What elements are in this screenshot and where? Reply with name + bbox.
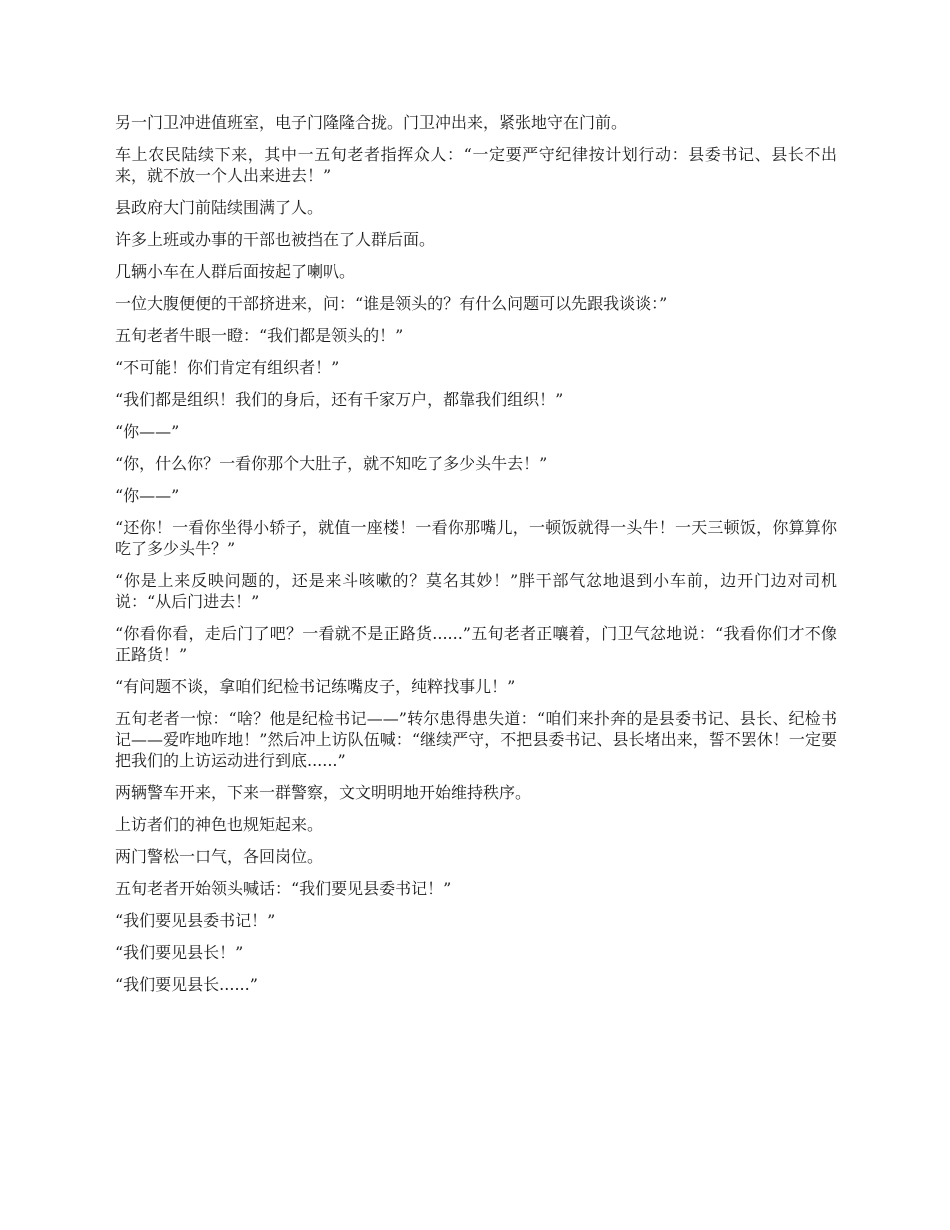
- paragraph: 几辆小车在人群后面按起了喇叭。: [115, 262, 356, 281]
- paragraph: 一位大腹便便的干部挤进来，问：“谁是领头的？有什么问题可以先跟我谈谈：”: [115, 294, 668, 313]
- paragraph: 两辆警车开来，下来一群警察，文文明明地开始维持秩序。: [115, 783, 532, 802]
- paragraph: “你看你看，走后门了吧？一看就不是正路货......”五旬老者正嚷着，门卫气忿地说：“我看你们才不像正路货！”: [115, 624, 837, 664]
- document-body: [115, 112, 837, 1006]
- paragraph: 车上农民陆续下来，其中一五旬老者指挥众人：“一定要严守纪律按计划行动：县委书记、县长不出来，就不放一个人出来进去！”: [115, 145, 837, 185]
- paragraph: “你是上来反映问题的，还是来斗咳嗽的？莫名其妙！”胖干部气忿地退到小车前，边开门边对司机说：“从后门进去！”: [115, 571, 837, 611]
- paragraph: 许多上班或办事的干部也被挡在了人群后面。: [115, 230, 436, 249]
- paragraph: 五旬老者开始领头喊话：“我们要见县委书记！”: [115, 879, 452, 898]
- paragraph: “有问题不谈，拿咱们纪检书记练嘴皮子，纯粹找事儿！”: [115, 677, 516, 696]
- paragraph: “我们要见县长......”: [115, 975, 258, 994]
- paragraph: “你——”: [115, 422, 180, 441]
- paragraph: 五旬老者一惊：“啥？他是纪检书记——”转尔患得患失道：“咱们来扑奔的是县委书记、县长、纪检书记——爱咋地咋地！”然后冲上访队伍喊：“继续严守，不把县委书记、县长堵出来，誓不罢休！一定要把我们的上访运动进行到底......”: [115, 709, 837, 770]
- paragraph: 上访者们的神色也规矩起来。: [115, 815, 324, 834]
- paragraph: 两门警松一口气，各回岗位。: [115, 847, 324, 866]
- paragraph: 五旬老者牛眼一瞪：“我们都是领头的！”: [115, 326, 404, 345]
- paragraph: “你——”: [115, 486, 180, 505]
- paragraph: “还你！一看你坐得小轿子，就值一座楼！一看你那嘴儿，一顿饭就得一头牛！一天三顿饭，你算算你吃了多少头牛？”: [115, 518, 837, 558]
- paragraph: 县政府大门前陆续围满了人。: [115, 198, 324, 217]
- paragraph: “你，什么你？一看你那个大肚子，就不知吃了多少头牛去！”: [115, 454, 548, 473]
- paragraph: “不可能！你们肯定有组织者！”: [115, 358, 340, 377]
- paragraph: “我们要见县委书记！”: [115, 911, 276, 930]
- paragraph: “我们都是组织！我们的身后，还有千家万户，都靠我们组织！”: [115, 390, 564, 409]
- paragraph: 另一门卫冲进值班室，电子门隆隆合拢。门卫冲出来，紧张地守在门前。: [115, 113, 628, 132]
- paragraph: “我们要见县长！”: [115, 943, 244, 962]
